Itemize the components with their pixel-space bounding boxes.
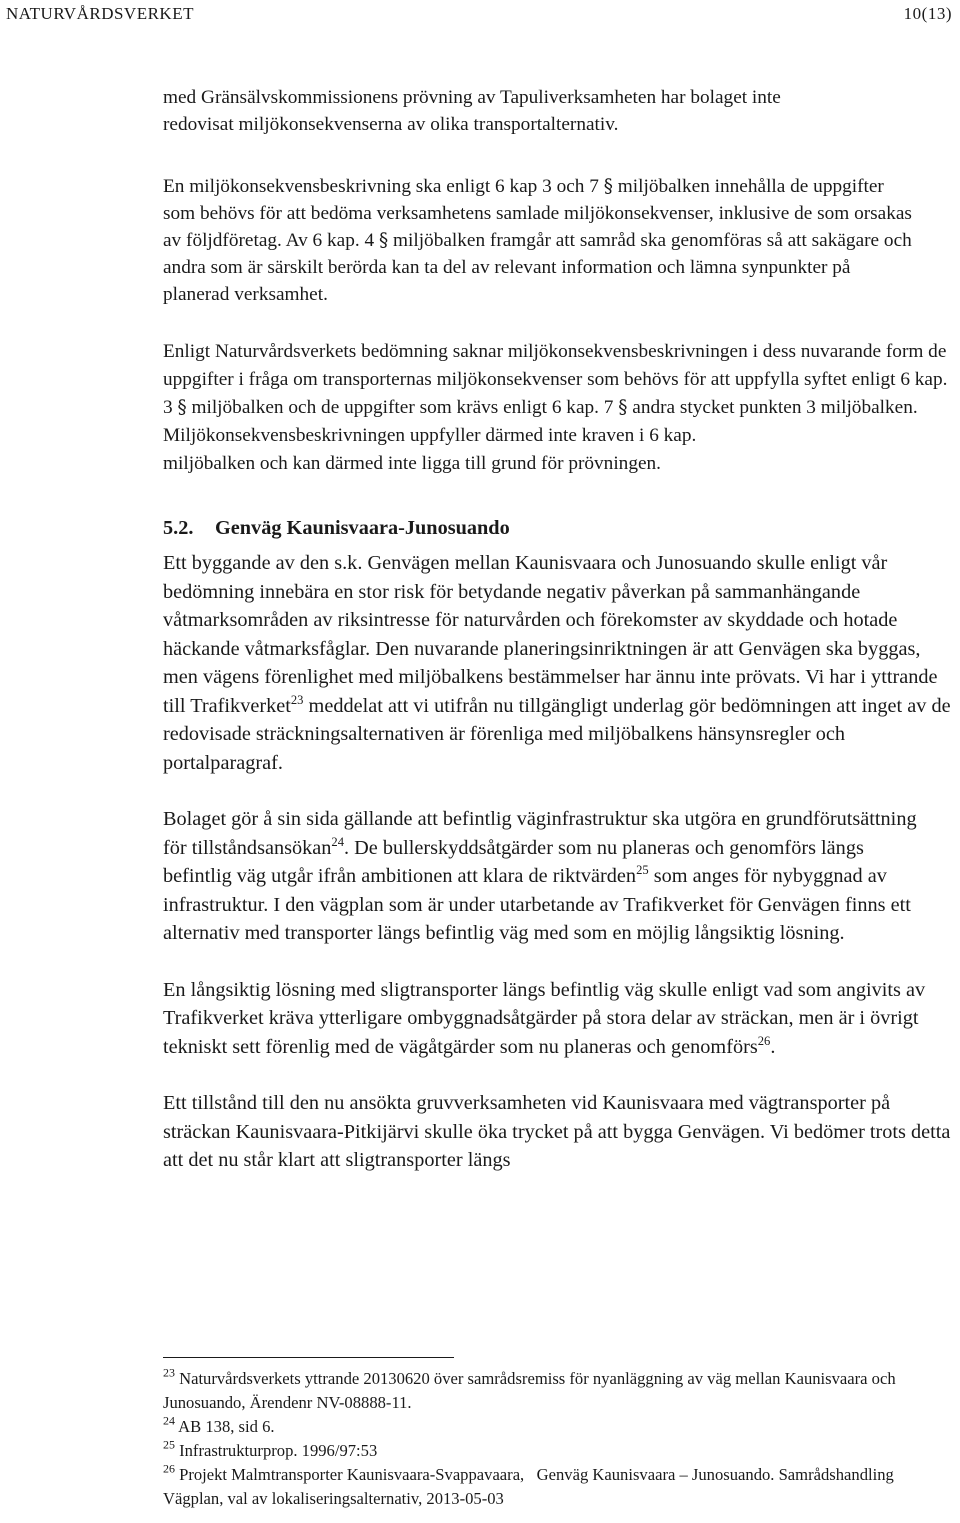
paragraph-6 xyxy=(163,976,943,1062)
para2-text-2: miljöbalken innehålla de uppgifter som behövs för att bedöma verksamhetens samlade miljökonsekvenser, inklusive de som orsakas av följdföretag. Av 6 kap. 4 xyxy=(163,176,912,251)
footnote-ref[interactable]: 24 xyxy=(331,834,344,849)
footnotes xyxy=(163,1367,953,1511)
para5-text-2: . De bullerskyddsåtgärder som nu planeras och genomförs längs befintlig väg utgår ifrån ambitionen att klara de riktvärden xyxy=(163,836,864,887)
para3-line-5: miljöbalken och kan därmed inte ligga till grund för prövningen. xyxy=(163,453,661,474)
paragraph-1 xyxy=(163,84,953,138)
header-organization: NATURVÅRDSVERKET xyxy=(6,4,194,23)
footnote-ref[interactable]: 25 xyxy=(636,863,649,878)
para6-text-2: . xyxy=(770,1035,776,1058)
para4-text-1: Ett byggande av den s.k. xyxy=(163,552,363,574)
paragraph-5 xyxy=(163,805,923,948)
section-sign-icon: § xyxy=(618,397,628,418)
document-body xyxy=(163,84,958,1175)
section-sign-icon: § xyxy=(378,230,389,251)
footnote-item xyxy=(163,1367,953,1415)
paragraph-4 xyxy=(163,549,958,777)
para3-line-4: Miljökonsekvensbeskrivningen uppfyller därmed inte kraven i 6 kap. xyxy=(163,425,697,446)
para2-text-1: En miljökonsekvensbeskrivning ska enligt 6 kap 3 och 7 xyxy=(163,176,599,197)
footnote-item xyxy=(163,1415,953,1439)
page-number: 10(13) xyxy=(903,4,952,23)
paragraph-2 xyxy=(163,173,913,308)
footnote-number: 25 xyxy=(163,1437,175,1452)
para3-text-1: Enligt Naturvårdsverkets bedömning saknar miljökonsekvensbeskrivningen i dess nuvarande form de uppgifter i fråga om transporternas miljökonsekvenser som behövs för att uppfylla syftet enligt 6 kap. 3 xyxy=(163,341,948,418)
page-header xyxy=(6,4,952,34)
footnote-number: 26 xyxy=(163,1461,175,1476)
paragraph-3 xyxy=(163,338,958,478)
footnote-number: 24 xyxy=(163,1413,175,1428)
section-sign-icon: § xyxy=(177,397,187,418)
footnote-item xyxy=(163,1463,953,1511)
section-number: 5.2. xyxy=(163,517,194,539)
para3-text-2: miljöbalken och de uppgifter som krävs enligt 6 kap. 7 xyxy=(191,397,614,418)
para3-text-3: andra stycket punkten 3 miljöbalken. xyxy=(632,397,918,418)
section-sign-icon: § xyxy=(603,176,613,197)
para1-line-1: med Gränsälvskommissionens prövning av Tapuliverksamheten har bolaget inte xyxy=(163,87,781,108)
para5-text-3: som anges för nybyggnad av infrastruktur. I den vägplan som är under utarbetande av Trafikverket för Genvägen finns ett alternativ med transporter längs befintlig väg med som en möjlig långsiktig lösning. xyxy=(163,865,911,944)
paragraph-7 xyxy=(163,1089,958,1175)
para5-text-1: Bolaget gör å sin sida gällande att befintlig väginfrastruktur ska utgöra en grundförutsättning för tillståndsansökan xyxy=(163,808,917,859)
footnote-text: Naturvårdsverkets yttrande 20130620 över samrådsremiss för nyanläggning av väg mellan Kaunisvaara och Junosuando, Ärendenr NV-08888-11. xyxy=(163,1369,896,1412)
section-heading xyxy=(163,514,958,542)
footnote-item xyxy=(163,1439,953,1463)
section-title: Genväg Kaunisvaara-Junosuando xyxy=(215,517,510,539)
para2-text-3: miljöbalken framgår att samråd ska genomföras så att sakägare och andra som är särskilt berörda kan ta del av relevant information och lämna synpunkter på planerad verksamhet. xyxy=(163,230,912,305)
footnote-ref[interactable]: 23 xyxy=(290,692,304,707)
para4-text-2: Genvägen mellan Kaunisvaara och Junosuando skulle enligt vår bedömning innebära en stor risk för betydande negativ påverkan på sammanhängande våtmarksområden av riksintresse för naturvården och förekomster av skyddade och hotade häckande våtmarksfåglar. Den nuvarande planeringsinriktningen är att Genvägen ska byggas, men vägens förenlighet med miljöbalkens bestämmelser har ännu inte prövats. Vi har i yttrande till Trafikverket xyxy=(163,552,938,717)
para6-text-1: En långsiktig lösning med sligtransporter längs befintlig väg skulle enligt vad som angivits av Trafikverket kräva ytterligare ombyggnadsåtgärder på stora delar av sträckan, men är i övrigt tekniskt sett förenlig med de vägåtgärder som nu planeras och genomförs xyxy=(163,978,926,1058)
footnote-text: Projekt Malmtransporter Kaunisvaara-Svappavaara, Genväg Kaunisvaara – Junosuando. Samrådshandling Vägplan, val av lokaliseringsalternativ, 2013-05-03 xyxy=(163,1465,898,1508)
footnote-text: AB 138, sid 6. xyxy=(178,1417,275,1436)
footnote-ref[interactable]: 26 xyxy=(757,1033,771,1048)
footnote-text: Infrastrukturprop. 1996/97:53 xyxy=(179,1441,378,1460)
footnote-separator xyxy=(163,1357,454,1358)
para1-line-2: redovisat miljökonsekvenserna av olika transportalternativ. xyxy=(163,114,619,135)
para7-text-1: Ett tillstånd till den nu ansökta gruvverksamheten vid Kaunisvaara med vägtransporter på sträckan Kaunisvaara-Pitkijärvi skulle öka trycket på att bygga Genvägen. Vi bedömer trots detta att det nu står klart att sligtransporter längs xyxy=(163,1092,951,1171)
footnote-number: 23 xyxy=(163,1365,175,1380)
para4-text-3: meddelat att vi utifrån nu tillgängligt underlag gör bedömningen att inget av de redovisade sträckningsalternativen är förenliga med miljöbalkens hänsynsregler och portalparagraf. xyxy=(163,694,951,774)
